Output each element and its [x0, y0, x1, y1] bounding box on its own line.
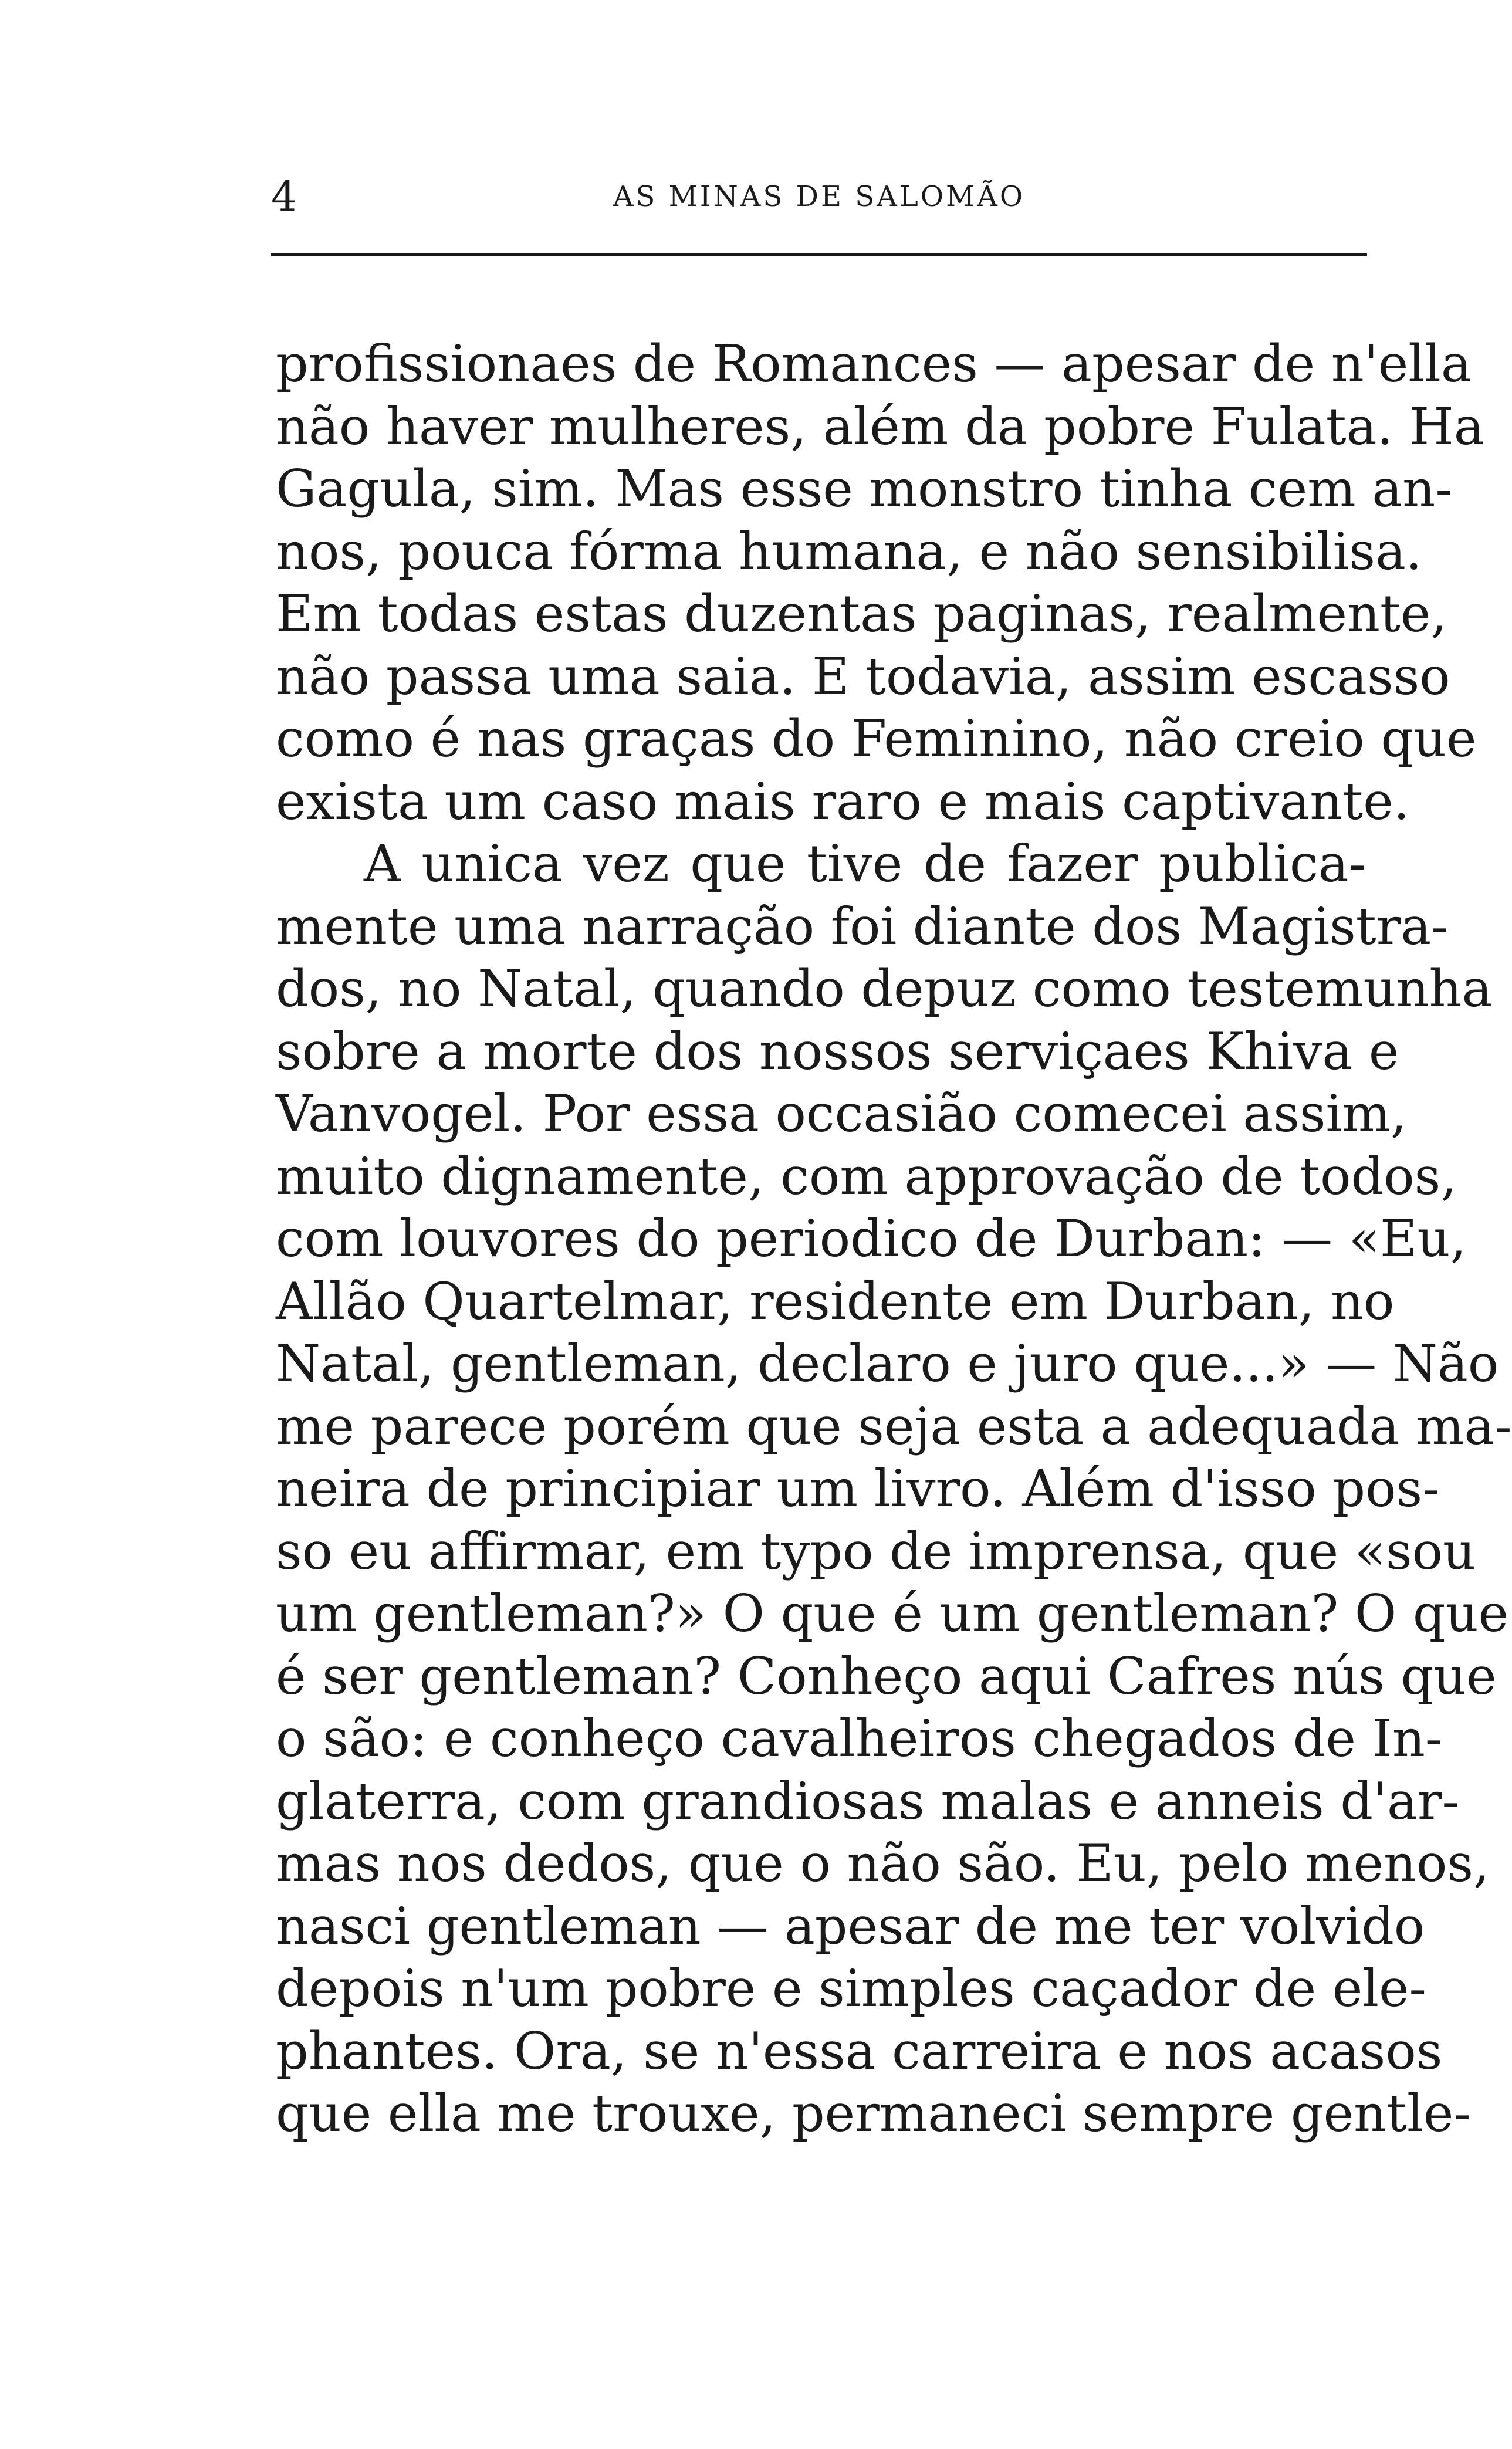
text-line: Vanvogel. Por essa occasião comecei assim,: [276, 1084, 1407, 1144]
text-line: glaterra, com grandiosas malas e anneis d'ar-: [276, 1771, 1459, 1831]
text-line: me parece porém que seja esta a adequada ma-: [276, 1396, 1512, 1456]
text-line: sobre a morte dos nossos serviçaes Khiva e: [276, 1021, 1399, 1081]
text-line: neira de principiar um livro. Além d'isso pos-: [276, 1459, 1440, 1518]
running-head: AS MINAS DE SALOMÃO: [613, 180, 1026, 213]
text-line: com louvores do periodico de Durban: — «Eu,: [276, 1209, 1467, 1269]
text-line: mas nos dedos, que o não são. Eu, pelo menos,: [276, 1834, 1490, 1893]
header-rule: [271, 253, 1367, 256]
text-line: Gagula, sim. Mas esse monstro tinha cem an-: [276, 459, 1453, 519]
text-line: é ser gentleman? Conheço aqui Cafres nús que: [276, 1646, 1497, 1706]
text-line: como é nas graças do Feminino, não creio que: [276, 709, 1477, 769]
text-line: Natal, gentleman, declaro e juro que...» — Não: [276, 1334, 1499, 1393]
text-line: muito dignamente, com approvação de todos,: [276, 1146, 1457, 1206]
body-text: [276, 333, 1512, 2145]
text-line: phantes. Ora, se n'essa carreira e nos acasos: [276, 2021, 1443, 2081]
text-line: não haver mulheres, além da pobre Fulata. Ha: [276, 396, 1484, 456]
page-number: 4: [271, 172, 297, 221]
text-line: nasci gentleman — apesar de me ter volvido: [276, 1896, 1425, 1956]
text-line: um gentleman?» O que é um gentleman? O que: [276, 1584, 1509, 1643]
text-line: Em todas estas duzentas paginas, realmente,: [276, 584, 1447, 644]
text-line: Allão Quartelmar, residente em Durban, no: [276, 1271, 1395, 1331]
text-line: que ella me trouxe, permaneci sempre gentle-: [276, 2083, 1471, 2143]
text-line: profissionaes de Romances — apesar de n'ella: [276, 334, 1472, 394]
text-line: so eu affirmar, em typo de imprensa, que «sou: [276, 1521, 1476, 1581]
text-line: depois n'um pobre e simples caçador de ele-: [276, 1958, 1426, 2018]
text-line: nos, pouca fórma humana, e não sensibilisa.: [276, 521, 1422, 581]
text-line: mente uma narração foi diante dos Magistra-: [276, 896, 1449, 956]
text-line: o são: e conheço cavalheiros chegados de In-: [276, 1709, 1443, 1768]
text-line: dos, no Natal, quando depuz como testemunha: [276, 959, 1493, 1019]
text-line: não passa uma saia. E todavia, assim escasso: [276, 646, 1450, 706]
paragraph-first-line: A unica vez que tive de fazer publica-: [364, 834, 1366, 894]
page-header: [271, 170, 1367, 223]
text-line: exista um caso mais raro e mais captivante.: [276, 771, 1410, 831]
